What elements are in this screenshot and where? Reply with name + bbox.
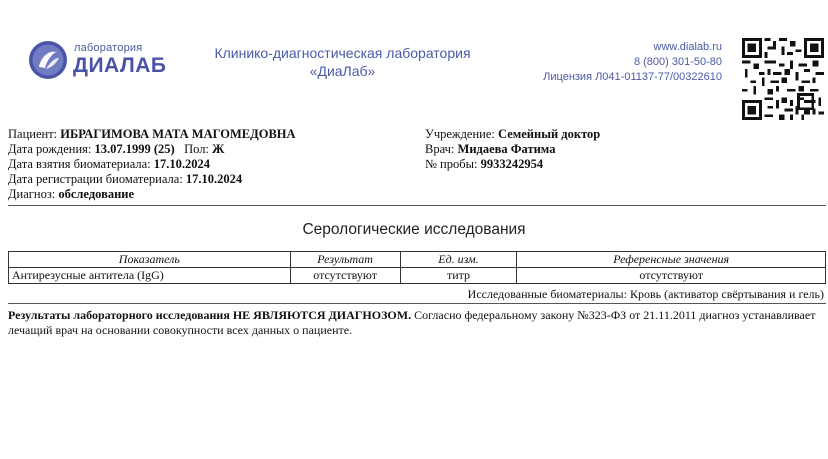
lab-contacts <box>543 40 722 85</box>
disclaimer-bold: Результаты лабораторного исследования НЕ ЯВЛЯЮТСЯ ДИАГНОЗОМ. <box>8 308 412 322</box>
patient-dob-row: Дата рождения: 13.07.1999 (25) Пол: Ж <box>8 142 225 156</box>
disclaimer-text: Согласно федеральному закону №323-ФЗ от 21.11.2011 диагноз устанавливает лечащий врач на основании совокупности всех данных о пациенте. <box>8 308 816 337</box>
qr-code-icon <box>742 38 824 120</box>
disclaimer <box>8 308 824 338</box>
lab-logo <box>28 40 167 84</box>
results-table <box>8 251 826 284</box>
sample-number: 9933242954 <box>480 157 544 171</box>
lab-name-line1: Клинико-диагностическая лаборатория <box>214 45 471 61</box>
section-title: Серологические исследования <box>302 221 526 238</box>
logo-title: ДИАЛАБ <box>73 54 167 77</box>
patient-sex: Ж <box>212 142 225 156</box>
phone-number: 8 (800) 301-50-80 <box>633 56 722 68</box>
cell-result: отсутствуют <box>290 268 400 284</box>
logo-subtitle: лаборатория <box>74 42 143 54</box>
diagnosis: обследование <box>58 187 135 201</box>
license-number: Лицензия Л041-01137-77/00322610 <box>543 71 722 83</box>
sample-number-row: № пробы: 9933242954 <box>425 157 544 171</box>
patient-name-row: Пациент: ИБРАГИМОВА МАТА МАГОМЕДОВНА <box>8 127 296 141</box>
table-header-row <box>9 252 826 268</box>
biomaterials-note: Исследованные биоматериалы: Кровь (активатор свёртывания и гель) <box>467 287 824 301</box>
institution-name: Семейный доктор <box>498 127 601 141</box>
lab-name-line2: «ДиаЛаб» <box>309 63 376 79</box>
doctor-name: Мидаева Фатима <box>457 142 556 156</box>
header-unit: Ед. изм. <box>400 252 517 268</box>
cell-indicator: Антирезусные антитела (IgG) <box>9 268 291 284</box>
registration-date: 17.10.2024 <box>185 172 243 186</box>
divider <box>8 205 826 206</box>
institution-row: Учреждение: Семейный доктор <box>425 127 601 141</box>
dialab-logo-icon <box>28 40 68 80</box>
header-reference: Референсные значения <box>517 252 826 268</box>
cell-unit: титр <box>400 268 517 284</box>
header-result: Результат <box>290 252 400 268</box>
cell-reference: отсутствуют <box>517 268 826 284</box>
website-link[interactable]: www.dialab.ru <box>653 41 722 53</box>
patient-dob: 13.07.1999 (25) <box>94 142 175 156</box>
diagnosis-row: Диагноз: обследование <box>8 187 135 201</box>
table-row <box>9 268 826 284</box>
lab-name <box>200 44 485 80</box>
sample-date-row: Дата взятия биоматериала: 17.10.2024 <box>8 157 211 171</box>
institution-info <box>425 127 600 172</box>
header-indicator: Показатель <box>9 252 291 268</box>
patient-info <box>8 127 296 202</box>
doctor-row: Врач: Мидаева Фатима <box>425 142 556 156</box>
patient-name: ИБРАГИМОВА МАТА МАГОМЕДОВНА <box>60 127 296 141</box>
registration-date-row: Дата регистрации биоматериала: 17.10.2024 <box>8 172 243 186</box>
sample-date: 17.10.2024 <box>153 157 211 171</box>
divider <box>8 303 826 304</box>
